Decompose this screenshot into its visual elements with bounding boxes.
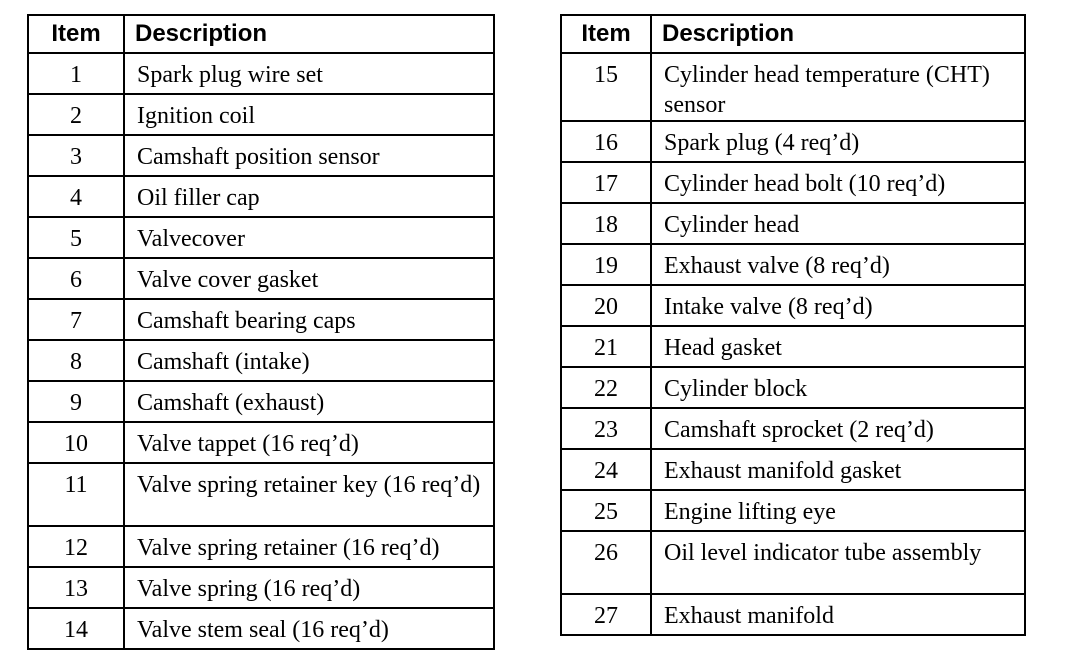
item-number: 6 (28, 258, 124, 299)
item-number: 5 (28, 217, 124, 258)
table-row (28, 299, 494, 340)
item-description: Exhaust valve (8 req’d) (651, 244, 1025, 285)
item-description: Camshaft sprocket (2 req’d) (651, 408, 1025, 449)
table-row (561, 408, 1025, 449)
item-description: Valve spring retainer key (16 req’d) (124, 463, 494, 526)
item-number: 2 (28, 94, 124, 135)
table-row (561, 244, 1025, 285)
item-description: Oil level indicator tube assembly (651, 531, 1025, 594)
item-number: 19 (561, 244, 651, 285)
table-row (28, 135, 494, 176)
item-description: Valve spring retainer (16 req’d) (124, 526, 494, 567)
item-number: 25 (561, 490, 651, 531)
item-description: Valve stem seal (16 req’d) (124, 608, 494, 649)
item-description: Spark plug wire set (124, 53, 494, 94)
table-row (561, 162, 1025, 203)
parts-table-left (27, 14, 495, 650)
item-number: 8 (28, 340, 124, 381)
item-description: Spark plug (4 req’d) (651, 121, 1025, 162)
table-row (28, 340, 494, 381)
table-row (28, 381, 494, 422)
table-row (561, 490, 1025, 531)
item-number: 22 (561, 367, 651, 408)
table-row (28, 94, 494, 135)
table-row (561, 121, 1025, 162)
item-number: 12 (28, 526, 124, 567)
item-number: 16 (561, 121, 651, 162)
item-number: 13 (28, 567, 124, 608)
item-description: Camshaft bearing caps (124, 299, 494, 340)
item-description: Cylinder head temperature (CHT) sensor (651, 53, 1025, 121)
item-column-header: Item (28, 15, 124, 53)
table-row (28, 526, 494, 567)
table-row (28, 53, 494, 94)
item-number: 9 (28, 381, 124, 422)
table-row (28, 217, 494, 258)
table-row (561, 449, 1025, 490)
item-description: Valvecover (124, 217, 494, 258)
item-number: 17 (561, 162, 651, 203)
table-row (561, 285, 1025, 326)
item-number: 4 (28, 176, 124, 217)
item-description: Cylinder head bolt (10 req’d) (651, 162, 1025, 203)
table-row (28, 567, 494, 608)
item-description: Exhaust manifold (651, 594, 1025, 635)
item-number: 10 (28, 422, 124, 463)
table-row (28, 608, 494, 649)
table-row (561, 367, 1025, 408)
table-row (561, 53, 1025, 121)
item-description: Cylinder head (651, 203, 1025, 244)
item-number: 11 (28, 463, 124, 526)
header-row (28, 15, 494, 53)
item-description: Valve cover gasket (124, 258, 494, 299)
header-row (561, 15, 1025, 53)
table-row (561, 326, 1025, 367)
item-description: Head gasket (651, 326, 1025, 367)
item-description: Camshaft (exhaust) (124, 381, 494, 422)
table-row (28, 258, 494, 299)
item-number: 14 (28, 608, 124, 649)
description-column-header: Description (651, 15, 1025, 53)
item-description: Oil filler cap (124, 176, 494, 217)
item-number: 27 (561, 594, 651, 635)
item-number: 20 (561, 285, 651, 326)
item-description: Cylinder block (651, 367, 1025, 408)
item-column-header: Item (561, 15, 651, 53)
item-description: Valve tappet (16 req’d) (124, 422, 494, 463)
item-number: 21 (561, 326, 651, 367)
item-number: 3 (28, 135, 124, 176)
item-number: 1 (28, 53, 124, 94)
parts-table-right (560, 14, 1026, 636)
table-row (561, 594, 1025, 635)
item-description: Camshaft position sensor (124, 135, 494, 176)
item-description: Exhaust manifold gasket (651, 449, 1025, 490)
table-row (561, 531, 1025, 594)
description-column-header: Description (124, 15, 494, 53)
table-row (28, 422, 494, 463)
table-row (28, 176, 494, 217)
item-number: 26 (561, 531, 651, 594)
table-row (561, 203, 1025, 244)
item-description: Ignition coil (124, 94, 494, 135)
item-number: 15 (561, 53, 651, 121)
item-description: Engine lifting eye (651, 490, 1025, 531)
item-description: Valve spring (16 req’d) (124, 567, 494, 608)
item-description: Camshaft (intake) (124, 340, 494, 381)
item-number: 24 (561, 449, 651, 490)
table-row (28, 463, 494, 526)
item-number: 23 (561, 408, 651, 449)
item-description: Intake valve (8 req’d) (651, 285, 1025, 326)
item-number: 18 (561, 203, 651, 244)
item-number: 7 (28, 299, 124, 340)
